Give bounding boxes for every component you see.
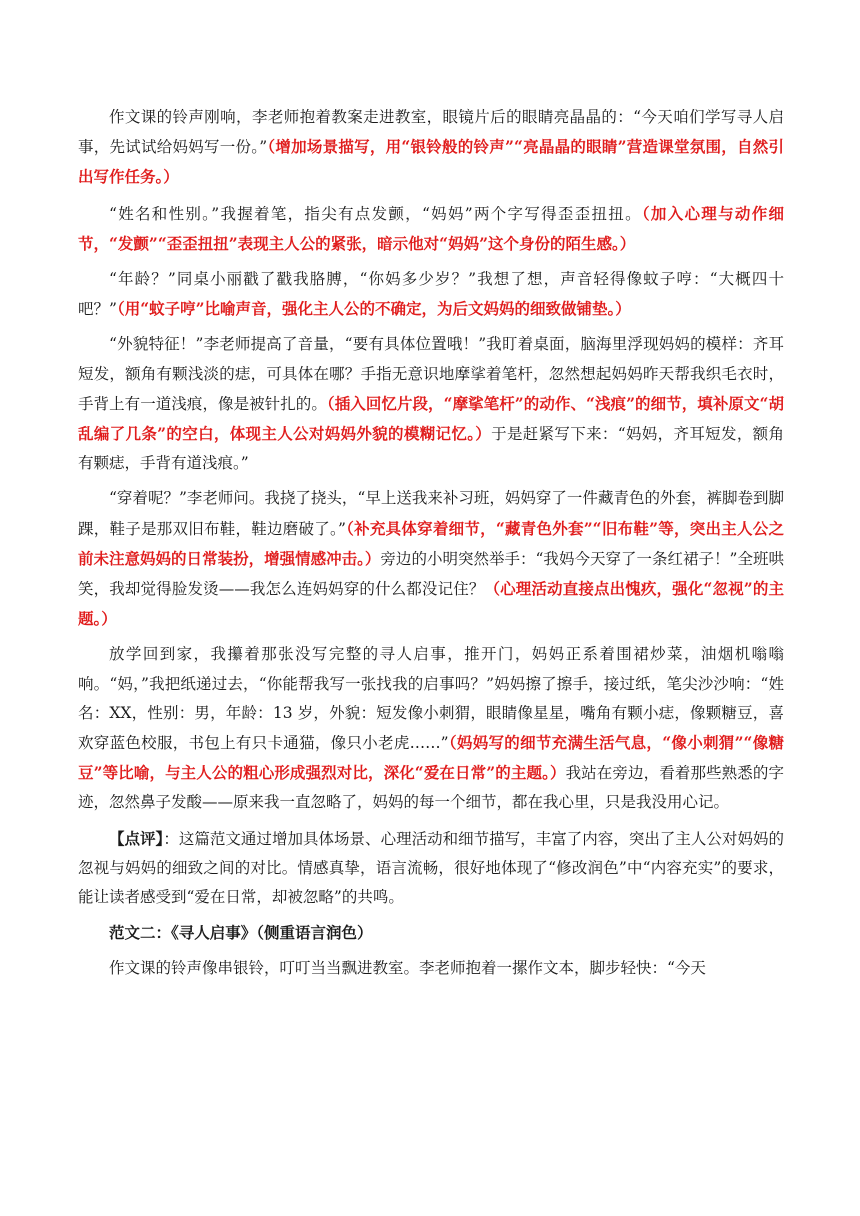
revision-note: （加入心理与动作细节，“发颤”“歪歪扭扭”表现主人公的紧张，暗示他对“妈妈”这个身份的陌生感。） (78, 203, 784, 253)
revision-note: （心理活动直接点出愧疚，强化“忽视”的主题。） (78, 579, 784, 629)
body-text: “外貌特征！”李老师提高了音量，“要有具体位置哦！”我盯着桌面，脑海里浮现妈妈的模样：齐耳短发，额角有颗浅淡的痣，可具体在哪？手指无意识地摩挲着笔杆，忽然想起妈妈昨天帮我织毛衣时，手背上有一道浅痕，像是被针扎的。 (78, 335, 784, 413)
body-text: “穿着呢？”李老师问。我挠了挠头，“早上送我来补习班，妈妈穿了一件藏青色的外套，裤脚卷到脚踝，鞋子是那双旧布鞋，鞋边磨破了。” (78, 489, 784, 538)
paragraph-p1 (78, 103, 784, 193)
body-text: 旁边的小明突然举手：“我妈今天穿了一条红裙子！”全班哄笑，我却觉得脸发烫——我怎么连妈妈穿的什么都没记住？ (78, 549, 784, 599)
bold-text: 【点评】 (109, 828, 164, 848)
paragraph-p5 (78, 484, 784, 634)
paragraph-p9 (78, 954, 784, 983)
document-page (78, 103, 784, 990)
body-text: 作文课的铃声刚响，李老师抱着教案走进教室，眼镜片后的眼睛亮晶晶的：“今天咱们学写寻人启事，先试试给妈妈写一份。” (78, 108, 784, 157)
body-text: 作文课的铃声像串银铃，叮叮当当飘进教室。李老师抱着一摞作文本，脚步轻快：“今天 (109, 959, 706, 978)
paragraph-p6 (78, 640, 784, 817)
bold-text: 范文二：《寻人启事》（侧重语言润色） (109, 923, 373, 943)
paragraph-p4 (78, 330, 784, 478)
body-text: ：这篇范文通过增加具体场景、心理活动和细节描写，丰富了内容，突出了主人公对妈妈的忽视与妈妈的细致之间的对比。情感真挚，语言流畅，很好地体现了“修改润色”中“内容充实”的要求，能让读者感受到“爱在日常，却被忽略”的共鸣。 (78, 829, 784, 907)
body-text: “年龄？”同桌小丽戳了戳我胳膊，“你妈多少岁？”我想了想，声音轻得像蚊子哼：“大概四十吧？” (78, 270, 784, 319)
revision-note: （妈妈写的细节充满生活气息，“像小刺猬”“像糖豆”等比喻，与主人公的粗心形成强烈对比，深化“爱在日常”的主题。） (78, 733, 784, 783)
body-text: 于是赶紧写下来：“妈妈，齐耳短发，额角有颗痣，手背有道浅痕。” (78, 425, 784, 473)
paragraph-p3 (78, 265, 784, 324)
revision-note: （补充具体穿着细节，“藏青色外套”“旧布鞋”等，突出主人公之前未注意妈妈的日常装扮，增强情感冲击。） (78, 518, 784, 568)
paragraph-p2 (78, 199, 784, 259)
paragraph-p8 (78, 918, 784, 948)
body-text: 我站在旁边，看着那些熟悉的字迹，忽然鼻子发酸——原来我一直忽略了，妈妈的每一个细节，都在我心里，只是我没用心记。 (78, 764, 784, 812)
body-text: “姓名和性别。”我握着笔，指尖有点发颤，“妈妈”两个字写得歪歪扭扭。 (109, 204, 642, 223)
revision-note: （增加场景描写，用“银铃般的铃声”“亮晶晶的眼睛”营造课堂氛围，自然引出写作任务。） (78, 137, 784, 187)
revision-note: （插入回忆片段，“摩挲笔杆”的动作、“浅痕”的细节，填补原文“胡乱编了几条”的空白，体现主人公对妈妈外貌的模糊记忆。） (78, 393, 784, 444)
paragraph-p7 (78, 824, 784, 913)
body-text: 放学回到家，我攥着那张没写完整的寻人启事，推开门，妈妈正系着围裙炒菜，油烟机嗡嗡响。“妈，”我把纸递过去，“你能帮我写一张找我的启事吗？”妈妈擦了擦手，接过纸，笔尖沙沙响：“姓名：XX，性别：男，年龄：13 岁，外貌：短发像小刺猬，眼睛像星星，嘴角有颗小痣，像颗糖豆，喜欢穿蓝色校服，书包上有只卡通猫，像只小老虎……” (78, 645, 784, 753)
revision-note: （用“蚊子哼”比喻声音，强化主人公的不确定，为后文妈妈的细致做铺垫。） (116, 299, 631, 319)
